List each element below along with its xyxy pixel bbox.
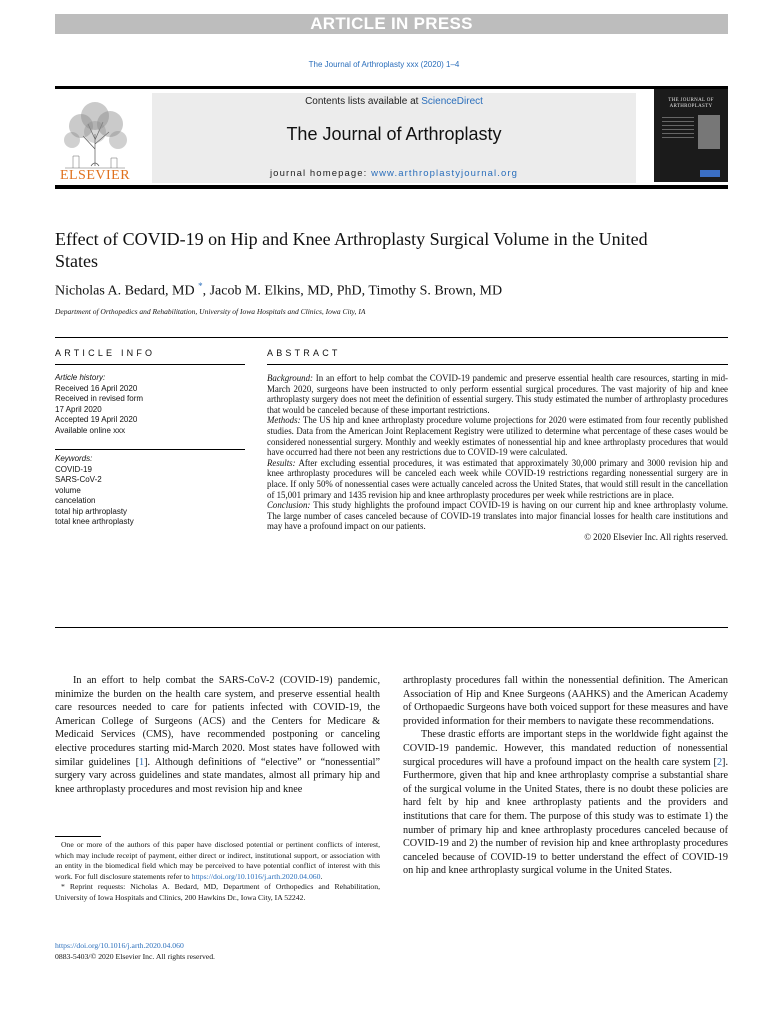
article-history-label: Article history: bbox=[55, 373, 106, 382]
history-entry: Received in revised form bbox=[55, 394, 144, 403]
history-entry: Accepted 19 April 2020 bbox=[55, 415, 138, 424]
contents-available-line bbox=[152, 96, 636, 107]
keywords-block bbox=[55, 454, 245, 528]
keywords-label: Keywords: bbox=[55, 454, 93, 463]
results-text: After excluding essential procedures, it was estimated that approximately 30,000 primary and 3000 revision hip and knee arthroplasty procedures will be canceled each week while COVID-19 restrictions regarding nonessential surgery are in place. If only 50% of nonessential cases were actually canceled across the United States, that would still result in the cancellation of 15,001 primary and 1435 revision hip and knee arthroplasty procedures per week while restrictions are in place. bbox=[267, 457, 728, 500]
keyword: COVID-19 bbox=[55, 464, 92, 474]
background-label: Background: bbox=[267, 373, 314, 383]
conflict-text: One or more of the authors of this paper have disclosed potential or pertinent conflicts of interest, which may include receipt of payment, either direct or indirect, institutional support, or association with an entity in the biomedical field which may be perceived to have potential conflict of interest with this work. For full disclosure statements refer to bbox=[55, 840, 380, 881]
issn-copyright: 0883-5403/© 2020 Elsevier Inc. All rights reserved. bbox=[55, 952, 215, 961]
results-label: Results: bbox=[267, 457, 296, 468]
cover-photo bbox=[698, 115, 720, 149]
contents-prefix: Contents lists available at bbox=[305, 96, 422, 107]
cover-title: THE JOURNAL OF ARTHROPLASTY bbox=[668, 98, 714, 109]
background-text: In an effort to help combat the COVID-19 pandemic and preserve essential health care resources, starting in mid-March 2020, surgeons have been instructed to only perform essential surgical procedures. The vast majority of hip and knee arthroplasty surgery does not meet the definition of essential surgery. This study estimated the number of arthroplasty procedures that would be canceled because of these important restrictions. bbox=[267, 373, 728, 415]
abstract-background bbox=[267, 373, 728, 415]
keywords-rule bbox=[55, 449, 245, 450]
author-affiliation: Department of Orthopedics and Rehabilitation, University of Iowa Hospitals and Clinics, Iowa City, IA bbox=[55, 307, 366, 316]
article-info-rule bbox=[55, 364, 245, 365]
article-title: Effect of COVID-19 on Hip and Knee Arthroplasty Surgical Volume in the United States bbox=[55, 229, 648, 271]
keyword: total hip arthroplasty bbox=[55, 506, 128, 516]
reprint-footnote: * Reprint requests: Nicholas A. Bedard, MD, Department of Orthopedics and Rehabilitation, University of Iowa Hospitals and Clinics, 200 Hawkins Dr., Iowa City, IA 52242. bbox=[55, 882, 380, 902]
doi-link[interactable]: https://doi.org/10.1016/j.arth.2020.04.060 bbox=[55, 941, 184, 950]
abstract-conclusion bbox=[267, 500, 728, 532]
keyword: total knee arthroplasty bbox=[55, 517, 134, 526]
body-column-right bbox=[403, 674, 728, 878]
body-column-left bbox=[55, 674, 380, 796]
elsevier-wordmark: ELSEVIER bbox=[59, 168, 131, 183]
disclosure-link[interactable]: https://doi.org/10.1016/j.arth.2020.04.060 bbox=[191, 871, 321, 881]
title-block-rule bbox=[55, 337, 728, 338]
abstract-heading: ABSTRACT bbox=[267, 348, 341, 358]
abstract-methods bbox=[267, 415, 728, 457]
journal-title: The Journal of Arthroplasty bbox=[286, 124, 502, 144]
history-entry: 17 April 2020 bbox=[55, 404, 102, 414]
journal-citation-link[interactable]: The Journal of Arthroplasty xxx (2020) 1–4 bbox=[308, 60, 460, 69]
doi-block bbox=[55, 940, 380, 962]
keyword: SARS-CoV-2 bbox=[55, 475, 102, 484]
sciencedirect-link[interactable]: ScienceDirect bbox=[421, 96, 483, 107]
methods-label: Methods: bbox=[267, 415, 301, 426]
body-text: In an effort to help combat the SARS-CoV-2 (COVID-19) pandemic, minimize the burden on the health care system, and preserve essential health care resources needed to care for patients infected with COVID-19, the American College of Surgeons (ACS) and the Centers for Medicare & Medicaid Services (CMS), have recommended postponing or canceling elective procedures starting mid-March 2020. Most states have followed with similar guidelines [ bbox=[55, 675, 380, 768]
body-text: ]. Furthermore, given that hip and knee arthroplasty comprise a substantial share of the surgical volume in the United States, there is no doubt these policies are hard felt by hip and knee arthroplasty patients and the providers and institutions that care for them. The purpose of this study was to estimate 1) the number of primary hip and knee arthroplasty procedures canceled because of COVID-19 and 2) the number of revision hip and knee arthroplasty procedures canceled because of COVID-19 to better understand the effect of COVID-19 on hip and knee arthroplasty surgical volume in the United States. bbox=[403, 756, 728, 877]
author-list-rest: , Jacob M. Elkins, MD, PhD, Timothy S. Brown, MD bbox=[202, 283, 503, 299]
footnote-rule bbox=[55, 836, 101, 837]
journal-cover-image bbox=[654, 89, 728, 182]
reference-link[interactable]: 2 bbox=[716, 756, 723, 768]
history-entry: Received 16 April 2020 bbox=[55, 383, 138, 393]
abstract-body bbox=[267, 373, 728, 543]
masthead-banner bbox=[152, 93, 636, 183]
masthead-top-rule bbox=[55, 86, 728, 89]
keyword: cancelation bbox=[55, 496, 96, 505]
journal-homepage-line bbox=[152, 168, 636, 179]
keyword: volume bbox=[55, 485, 81, 495]
author-list bbox=[55, 281, 715, 300]
conflict-footnote bbox=[55, 840, 380, 882]
abstract-bottom-rule bbox=[55, 627, 728, 628]
author-corresponding: Nicholas A. Bedard, MD bbox=[55, 283, 195, 299]
history-entry: Available online xxx bbox=[55, 425, 126, 435]
abstract-copyright: © 2020 Elsevier Inc. All rights reserved. bbox=[584, 531, 728, 542]
article-in-press-banner: ARTICLE IN PRESS bbox=[55, 14, 728, 34]
body-paragraph bbox=[55, 674, 380, 796]
conclusion-label: Conclusion: bbox=[267, 500, 311, 511]
homepage-prefix: journal homepage: bbox=[269, 168, 372, 179]
article-info-heading: ARTICLE INFO bbox=[55, 348, 156, 358]
body-text: ]. Although definitions of “elective” or “nonessential” surgery vary across guidelines and state mandates, almost all primary hip and knee arthroplasty procedures and most revision hip and knee bbox=[55, 756, 380, 795]
body-text: These drastic efforts are important steps in the worldwide fight against the COVID-19 pandemic. However, this mandated reduction of nonessential surgical procedures will have a profound impact on the health care system [ bbox=[403, 729, 728, 768]
methods-text: The US hip and knee arthroplasty procedure volume projections for 2020 were estimated from four recently published studies. Data from the American Joint Replacement Registry were utilized to determine what percentage of these cases would be considered nonessential surgery. Monthly and weekly estimates of nonessential hip and knee arthroplasty procedures that would have occurred had there not been any restrictions due to COVID-19 were calculated. bbox=[267, 415, 728, 458]
cover-text-lines bbox=[662, 117, 694, 141]
masthead-bottom-rule bbox=[55, 185, 728, 189]
abstract-rule bbox=[267, 364, 728, 365]
cover-society-badge bbox=[700, 170, 720, 177]
body-paragraph: arthroplasty procedures fall within the nonessential definition. The American Association of Hip and Knee Surgeons (AAHKS) and the American Academy of Orthopaedic Surgeons have both voiced support for these measures and have provided information for their members to navigate these recommendations. bbox=[403, 675, 728, 727]
conflict-end: . bbox=[320, 871, 323, 881]
footnotes bbox=[55, 840, 380, 903]
corresponding-author-mark[interactable]: * bbox=[198, 281, 203, 291]
conclusion-text: This study highlights the profound impact COVID-19 is having on our current hip and knee arthroplasty volume. The large number of cases canceled because of COVID-19 translates into major financial losses for health care institutions and may have a profound impact on our patients. bbox=[267, 500, 728, 532]
abstract-results bbox=[267, 458, 728, 500]
journal-homepage-link[interactable]: www.arthroplastyjournal.org bbox=[371, 168, 519, 179]
reference-link[interactable]: 1 bbox=[139, 756, 145, 768]
article-history bbox=[55, 373, 245, 436]
body-paragraph bbox=[403, 728, 728, 878]
